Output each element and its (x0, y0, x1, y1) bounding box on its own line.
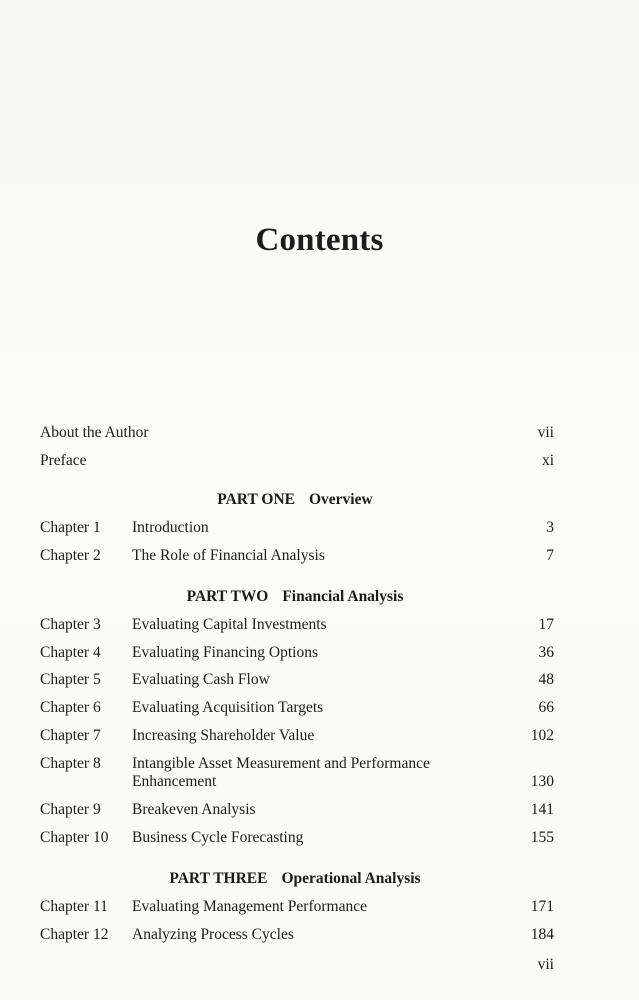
toc-entry-title: Evaluating Financing Options (132, 644, 318, 661)
toc-entry-chapter-6 (40, 699, 554, 717)
toc-entry-page: 171 (530, 898, 554, 915)
part-label: PART ONE (217, 491, 295, 508)
toc-entry-preface (40, 452, 554, 470)
toc-entry-page: 102 (530, 727, 554, 744)
part-heading-one (0, 491, 590, 509)
toc-entry-page: 17 (538, 616, 554, 633)
toc-chapter-number: Chapter 1 (40, 519, 101, 536)
page-number: vii (537, 956, 554, 973)
toc-entry-chapter-7 (40, 727, 554, 745)
toc-chapter-number: Chapter 6 (40, 699, 101, 716)
part-name: Operational Analysis (281, 870, 421, 887)
toc-entry-chapter-5 (40, 671, 554, 689)
toc-entry-title: Evaluating Capital Investments (132, 616, 327, 633)
toc-entry-title: Evaluating Cash Flow (132, 671, 270, 688)
toc-chapter-number: Chapter 7 (40, 727, 101, 744)
part-name: Overview (308, 491, 373, 508)
part-heading-three (0, 870, 590, 888)
toc-entry-page: 66 (538, 699, 554, 716)
part-label: PART TWO (186, 588, 269, 605)
toc-entry-chapter-9 (40, 801, 554, 819)
toc-entry-chapter-4 (40, 644, 554, 662)
toc-entry-title: Analyzing Process Cycles (132, 926, 294, 943)
toc-chapter-number: Chapter 4 (40, 644, 101, 661)
toc-chapter-number: Chapter 8 (40, 755, 101, 772)
toc-entry-title: Increasing Shareholder Value (132, 727, 315, 744)
toc-entry-title: Intangible Asset Measurement and Performance Enhancement (132, 755, 430, 790)
toc-entry-title: Preface (40, 452, 87, 469)
toc-entry-title: Evaluating Acquisition Targets (132, 699, 324, 716)
toc-entry-title: Breakeven Analysis (132, 801, 256, 818)
toc-entry-page: 48 (538, 671, 554, 688)
toc-entry-page: 130 (530, 773, 554, 790)
toc-entry-page: 3 (546, 519, 554, 536)
toc-entry-chapter-2 (40, 547, 554, 565)
toc-entry-chapter-10 (40, 829, 554, 847)
toc-entry-chapter-11 (40, 898, 554, 916)
toc-entry-page: 141 (530, 801, 554, 818)
toc-chapter-number: Chapter 9 (40, 801, 101, 818)
toc-entry-title: The Role of Financial Analysis (132, 547, 325, 564)
toc-entry-page: vii (537, 424, 554, 441)
toc-entry-chapter-12 (40, 926, 554, 944)
toc-entry-title: About the Author (40, 424, 149, 441)
toc-chapter-number: Chapter 5 (40, 671, 101, 688)
toc-entry-title: Introduction (132, 519, 209, 536)
toc-entry-page: 7 (546, 547, 554, 564)
toc-chapter-number: Chapter 10 (40, 829, 109, 846)
toc-entry-page: xi (541, 452, 554, 469)
toc-entry-chapter-3 (40, 616, 554, 634)
toc-entry-title: Business Cycle Forecasting (132, 829, 304, 846)
toc-chapter-number: Chapter 11 (40, 898, 108, 915)
toc-entry-chapter-8 (40, 755, 554, 791)
part-label: PART THREE (169, 870, 268, 887)
toc-chapter-number: Chapter 3 (40, 616, 101, 633)
toc-chapter-number: Chapter 12 (40, 926, 109, 943)
page-title: Contents (255, 222, 384, 258)
toc-entry-page: 155 (530, 829, 554, 846)
part-heading-two (0, 588, 590, 606)
part-name: Financial Analysis (282, 588, 404, 605)
toc-chapter-number: Chapter 2 (40, 547, 101, 564)
toc-entry-about-author (40, 424, 554, 442)
toc-entry-title: Evaluating Management Performance (132, 898, 367, 915)
toc-entry-page: 36 (538, 644, 554, 661)
toc-entry-chapter-1 (40, 519, 554, 537)
toc-entry-page: 184 (530, 926, 554, 943)
